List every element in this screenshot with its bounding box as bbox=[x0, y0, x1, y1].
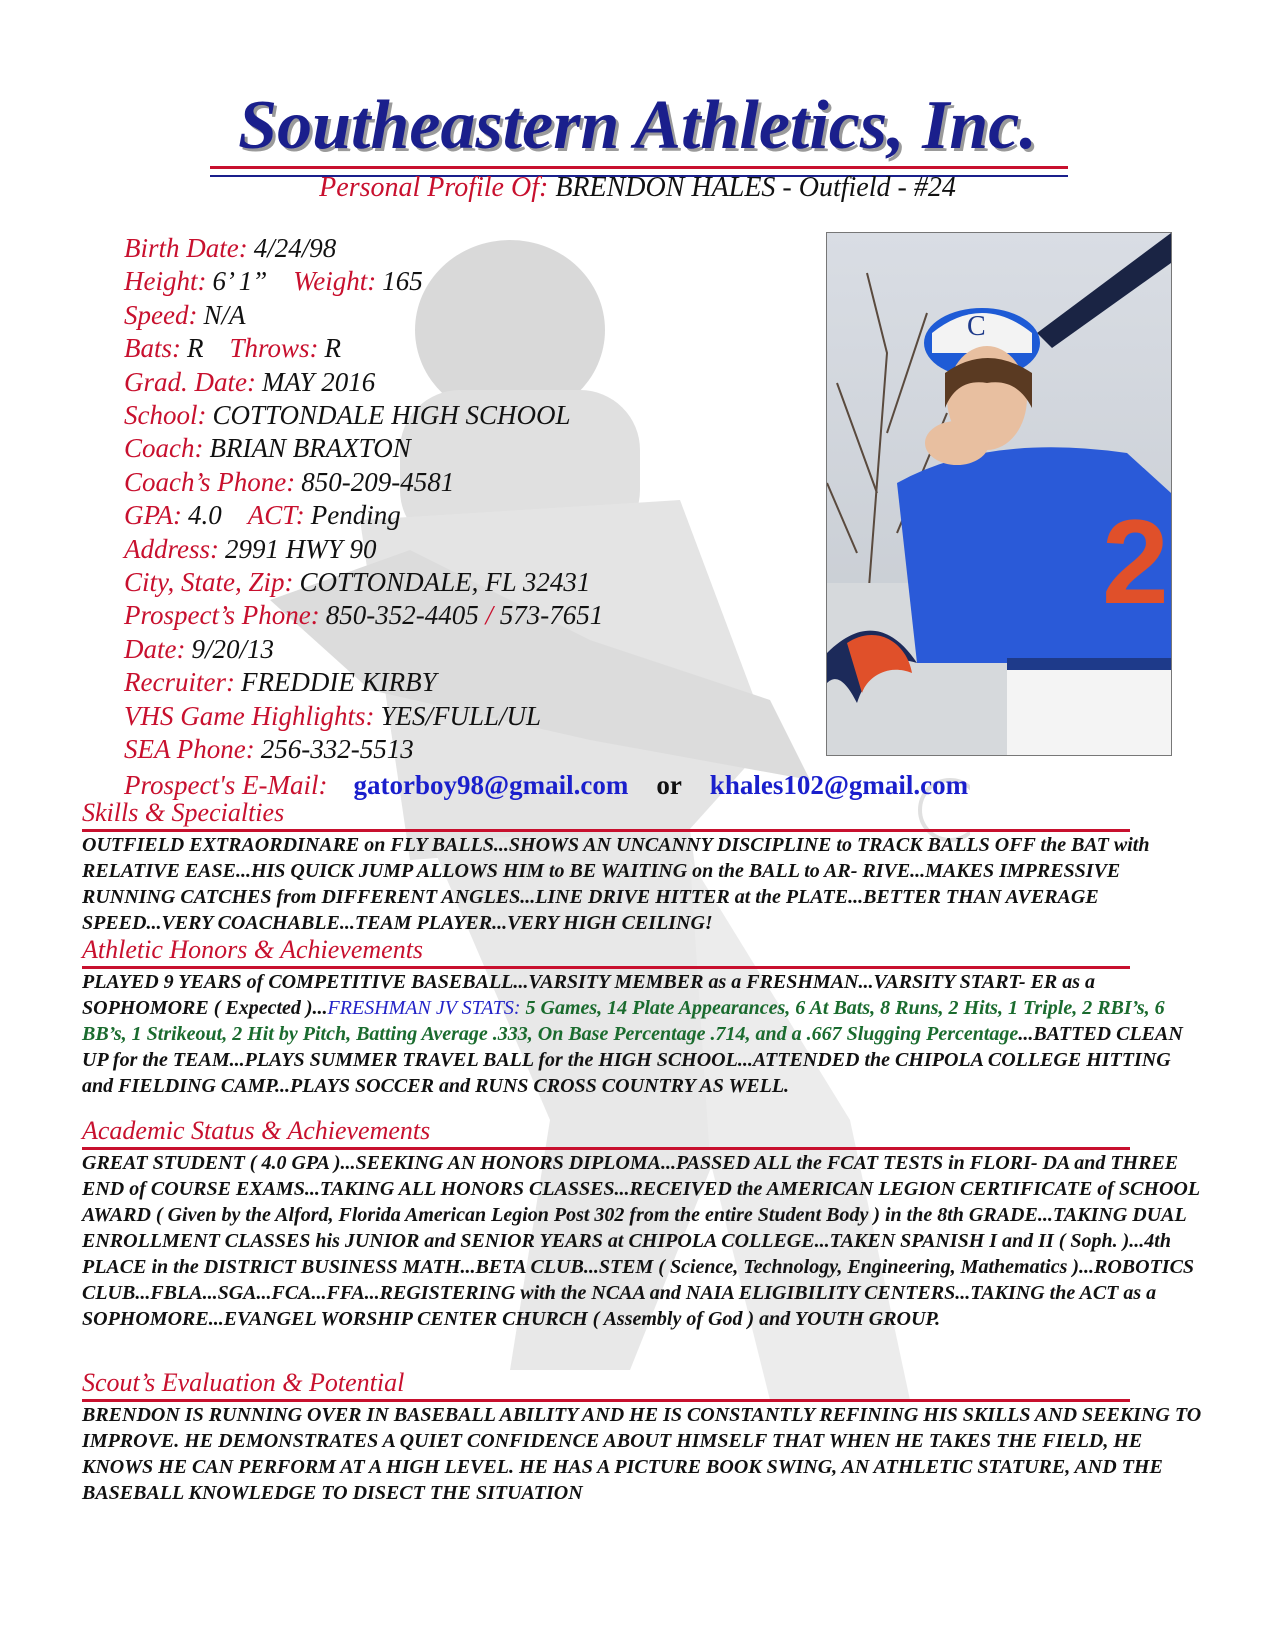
birth-date-value: 4/24/98 bbox=[253, 233, 337, 263]
prospect-phone-1: 850-352-4405 bbox=[325, 600, 479, 631]
scout-heading: Scout’s Evaluation & Potential bbox=[82, 1368, 405, 1397]
academic-body: GREAT STUDENT ( 4.0 GPA )...SEEKING AN HONORS DIPLOMA...PASSED ALL the FCAT TESTS in FLORI- DA and THREE END of COURSE EXAMS...TAKING ALL HONORS CLASSES...RECEIVED the AMERICAN LEGION CERTIFICATE of SCHOOL AWARD ( Given by the Alford, Florida American Legion Post 302 from the entire Student Body ) in the 8th GRADE...TAKING DUAL ENROLLMENT CLASSES his JUNIOR and SENIOR YEARS at CHIPOLA COLLEGE...TAKEN SPANISH I and II ( Soph. )...4th PLACE in the DISTRICT BUSINESS MATH...BETA CLUB...STEM ( Science, Technology, Engineering, Mathematics )...ROBOTICS CLUB...FBLA...SGA...FCA...FFA...REGISTERING with the NCAA and NAIA ELIGIBILITY CENTERS...TAKING the ACT as a SOPHOMORE...EVANGEL WORSHIP CENTER CHURCH ( Assembly of God ) and YOUTH GROUP. bbox=[82, 1152, 1200, 1330]
birth-date-label: Birth Date: bbox=[124, 233, 248, 263]
vhs-label: VHS Game Highlights: bbox=[124, 700, 375, 731]
throws-value: R bbox=[324, 333, 342, 364]
athletic-heading: Athletic Honors & Achievements bbox=[82, 935, 424, 964]
coach-phone-value: 850-209-4581 bbox=[301, 466, 455, 497]
email-or: or bbox=[656, 769, 682, 800]
bats-value: R bbox=[187, 333, 204, 364]
speed-value: N/A bbox=[203, 299, 246, 330]
address-value: 2991 HWY 90 bbox=[225, 533, 377, 564]
profile-subtitle bbox=[0, 172, 1275, 204]
act-value: Pending bbox=[310, 500, 401, 531]
height-label: Height: bbox=[124, 266, 207, 297]
sea-phone-value: 256-332-5513 bbox=[260, 734, 414, 765]
email-link-2[interactable]: khales102@gmail.com bbox=[709, 769, 969, 800]
coach-value: BRIAN BRAXTON bbox=[209, 433, 411, 464]
act-label: ACT: bbox=[247, 500, 305, 531]
player-photo bbox=[826, 232, 1172, 756]
school-value: COTTONDALE HIGH SCHOOL bbox=[212, 400, 571, 431]
coach-phone-label: Coach’s Phone: bbox=[124, 466, 296, 497]
address-label: Address: bbox=[124, 533, 219, 564]
email-link-1[interactable]: gatorboy98@gmail.com bbox=[353, 769, 629, 800]
recruiter-value: FREDDIE KIRBY bbox=[240, 667, 437, 698]
company-title: Southeastern Athletics, Inc. bbox=[238, 87, 1037, 164]
coach-label: Coach: bbox=[124, 433, 204, 464]
vhs-value: YES/FULL/UL bbox=[380, 700, 542, 731]
svg-text:C: C bbox=[967, 311, 986, 342]
sea-phone-label: SEA Phone: bbox=[124, 734, 255, 765]
bats-label: Bats: bbox=[124, 333, 181, 364]
skills-body: OUTFIELD EXTRAORDINARE on FLY BALLS...SHOWS AN UNCANNY DISCIPLINE to TRACK BALLS OFF the BAT with RELATIVE EASE...HIS QUICK JUMP ALLOWS HIM to BE WAITING on the BALL to AR- RIVE...MAKES IMPRESSIVE RUNNING CATCHES from DIFFERENT ANGLES...LINE DRIVE HITTER at the PLATE...BETTER THAN AVERAGE SPEED...VERY COACHABLE...TEAM PLAYER...VERY HIGH CEILING! bbox=[82, 834, 1150, 934]
scout-body: BRENDON IS RUNNING OVER IN BASEBALL ABILITY AND HE IS CONSTANTLY REFINING HIS SKILLS AND SEEKING TO IMPROVE. HE DEMONSTRATES A QUIET CONFIDENCE ABOUT HIMSELF THAT WHEN HE TAKES THE FIELD, HE KNOWS HE CAN PERFORM AT A HIGH LEVEL. HE HAS A PICTURE BOOK SWING, AN ATHLETIC STATURE, AND THE BASEBALL KNOWLEDGE TO DISECT THE SITUATION bbox=[82, 1404, 1202, 1504]
weight-value: 165 bbox=[382, 266, 423, 297]
academic-heading: Academic Status & Achievements bbox=[82, 1116, 431, 1145]
svg-text:2: 2 bbox=[1102, 495, 1169, 629]
grad-date-value: MAY 2016 bbox=[261, 366, 376, 397]
school-label: School: bbox=[124, 400, 207, 431]
gpa-label: GPA: bbox=[124, 500, 182, 531]
athletic-body-intro: PLAYED 9 YEARS of COMPETITIVE BASEBALL...VARSITY MEMBER as a FRESHMAN...VARSITY START- ER as a SOPHOMORE ( Expected )... bbox=[82, 971, 1096, 1019]
city-value: COTTONDALE, FL 32431 bbox=[299, 567, 591, 598]
date-value: 9/20/13 bbox=[191, 633, 274, 664]
city-label: City, State, Zip: bbox=[124, 567, 294, 598]
prospect-phone-2: 573-7651 bbox=[499, 600, 604, 631]
prospect-phone-separator: / bbox=[485, 600, 493, 631]
subtitle-value: BRENDON HALES - Outfield - #24 bbox=[555, 172, 956, 203]
skills-heading: Skills & Specialties bbox=[82, 798, 285, 827]
height-value: 6’ 1” bbox=[212, 266, 268, 297]
subtitle-label: Personal Profile Of: bbox=[319, 172, 549, 203]
prospect-phone-label: Prospect’s Phone: bbox=[124, 600, 320, 631]
recruiter-label: Recruiter: bbox=[124, 667, 235, 698]
grad-date-label: Grad. Date: bbox=[124, 366, 256, 397]
athletic-stats-label: FRESHMAN JV STATS: bbox=[327, 997, 521, 1019]
date-label: Date: bbox=[124, 633, 186, 664]
gpa-value: 4.0 bbox=[188, 500, 222, 531]
throws-label: Throws: bbox=[229, 333, 319, 364]
speed-label: Speed: bbox=[124, 299, 198, 330]
athletic-stats: 5 Games, 14 Plate Appearances, 6 At Bats, 8 Runs, 2 Hits, 1 Triple, 2 RBI’s, 6 BB’s, 1 Strikeout, 2 Hit by Pitch, Batting Average .333, On Base Percentage .714, and a .667 Slugging Percentage bbox=[82, 997, 1165, 1045]
email-row bbox=[124, 769, 968, 802]
weight-label: Weight: bbox=[293, 266, 377, 297]
email-label: Prospect's E-Mail: bbox=[124, 769, 328, 800]
athletic-body-rest: ...BATTED CLEAN UP for the TEAM...PLAYS SUMMER TRAVEL BALL for the HIGH SCHOOL...ATTENDED the CHIPOLA COLLEGE HITTING and FIELDING CAMP...PLAYS SOCCER and RUNS CROSS COUNTRY AS WELL. bbox=[82, 1023, 1183, 1097]
athletic-body bbox=[82, 969, 1202, 1099]
